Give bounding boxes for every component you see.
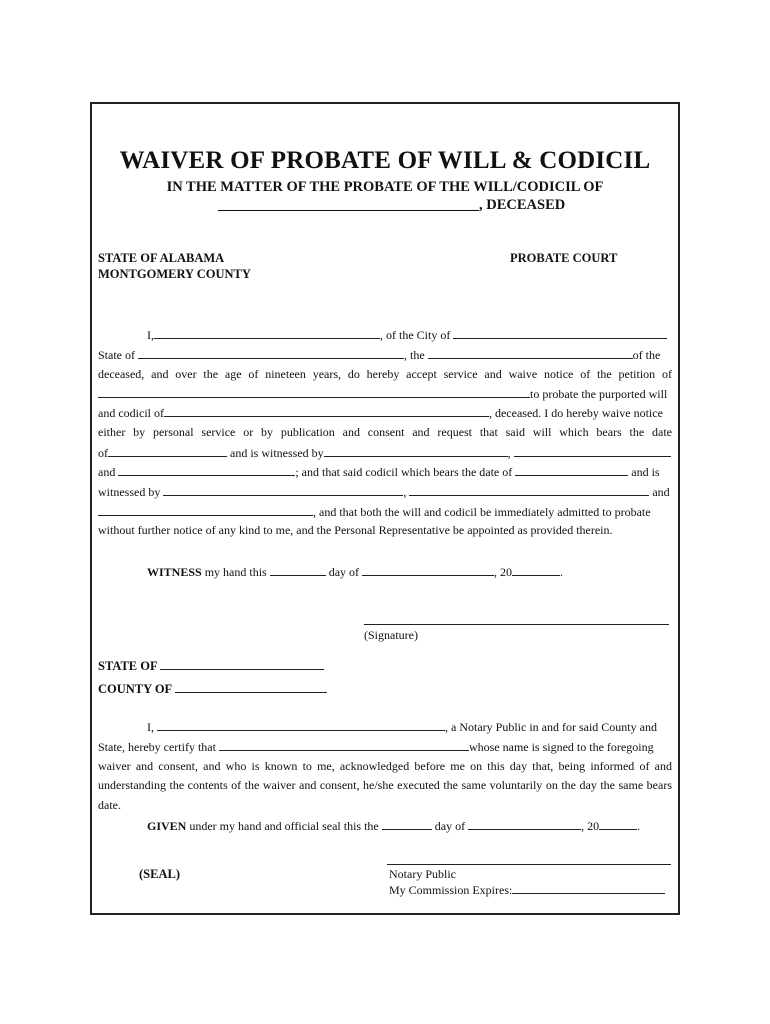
p1-line11: without further notice of any kind to me, and the Personal Representative be appointed as provided therein. [98, 523, 613, 537]
will-witness2-field[interactable] [514, 445, 671, 457]
given-day-field[interactable] [382, 818, 432, 830]
p1-line7: of and is witnessed by , [98, 445, 671, 461]
witness-month-field[interactable] [362, 564, 494, 576]
notary-state-field[interactable] [160, 658, 324, 670]
codicil-witness2-field[interactable] [409, 484, 649, 496]
given-line: GIVEN under my hand and official seal this the day of , 20 . [147, 819, 641, 833]
petitioner-field[interactable] [98, 386, 530, 398]
court-label: PROBATE COURT [510, 251, 618, 265]
notary-signature-line[interactable] [387, 864, 671, 865]
p1-line2: State of , the of the [98, 348, 661, 362]
state-field[interactable] [138, 347, 404, 359]
state-label: STATE OF ALABAMA [98, 251, 225, 265]
commission-line: My Commission Expires: [389, 882, 665, 898]
seal-label: (SEAL) [139, 867, 180, 881]
declarant-name-field[interactable] [154, 327, 380, 339]
p1-line4: to probate the purported will [98, 386, 667, 402]
notary-line5: date. [98, 798, 121, 812]
notary-signer-field[interactable] [219, 739, 469, 751]
will-witness1-field[interactable] [324, 445, 508, 457]
document-title: WAIVER OF PROBATE OF WILL & CODICIL [119, 147, 651, 174]
will-witness3-field[interactable] [118, 464, 295, 476]
notary-line4: understanding the contents of the waiver and consent, he/she executed the same voluntarily on the day the same bears [98, 778, 672, 792]
notary-state-line: STATE OF [98, 658, 324, 674]
p1-line6: either by personal service or by publication and consent and request that said will which bears the date [98, 425, 672, 439]
notary-name-field[interactable] [157, 719, 445, 731]
p1-line3: deceased, and over the age of nineteen years, do hereby accept service and waive notice of the petition of [98, 367, 672, 381]
notary-public-label: Notary Public [389, 867, 456, 881]
notary-line1: I, , a Notary Public in and for said County and [147, 720, 657, 734]
commission-expires-field[interactable] [512, 882, 665, 894]
p1-line8: and ; and that said codicil which bears the date of and is [98, 465, 660, 479]
signature-line[interactable] [364, 624, 669, 625]
codicil-of-field[interactable] [164, 405, 489, 417]
notary-line2: State, hereby certify that whose name is signed to the foregoing [98, 740, 654, 754]
codicil-witness3-field[interactable] [98, 504, 313, 516]
witness-line: WITNESS my hand this day of , 20 . [147, 565, 564, 579]
codicil-witness1-field[interactable] [163, 484, 403, 496]
witness-year-field[interactable] [512, 564, 560, 576]
signature-label: (Signature) [364, 628, 418, 642]
city-field[interactable] [453, 327, 667, 339]
codicil-date-field[interactable] [515, 464, 628, 476]
document-subtitle: IN THE MATTER OF THE PROBATE OF THE WILL/CODICIL OF [166, 179, 604, 195]
notary-line3: waiver and consent, and who is known to me, acknowledged before me on this day that, being informed of and [98, 759, 672, 773]
deceased-name-line: ____________________________________, DECEASED [218, 197, 566, 213]
p1-line9: witnessed by , and [98, 485, 670, 499]
notary-county-field[interactable] [175, 681, 327, 693]
relationship-field[interactable] [428, 347, 633, 359]
witness-day-field[interactable] [270, 564, 326, 576]
notary-county-line: COUNTY OF [98, 681, 327, 697]
p1-line5: and codicil of , deceased. I do hereby waive notice [98, 406, 663, 420]
given-year-field[interactable] [599, 818, 637, 830]
given-month-field[interactable] [468, 818, 581, 830]
p1-line10: , and that both the will and codicil be immediately admitted to probate [98, 504, 651, 520]
p1-line1: I, , of the City of [147, 327, 667, 343]
county-label: MONTGOMERY COUNTY [98, 267, 251, 281]
will-date-field[interactable] [108, 445, 227, 457]
